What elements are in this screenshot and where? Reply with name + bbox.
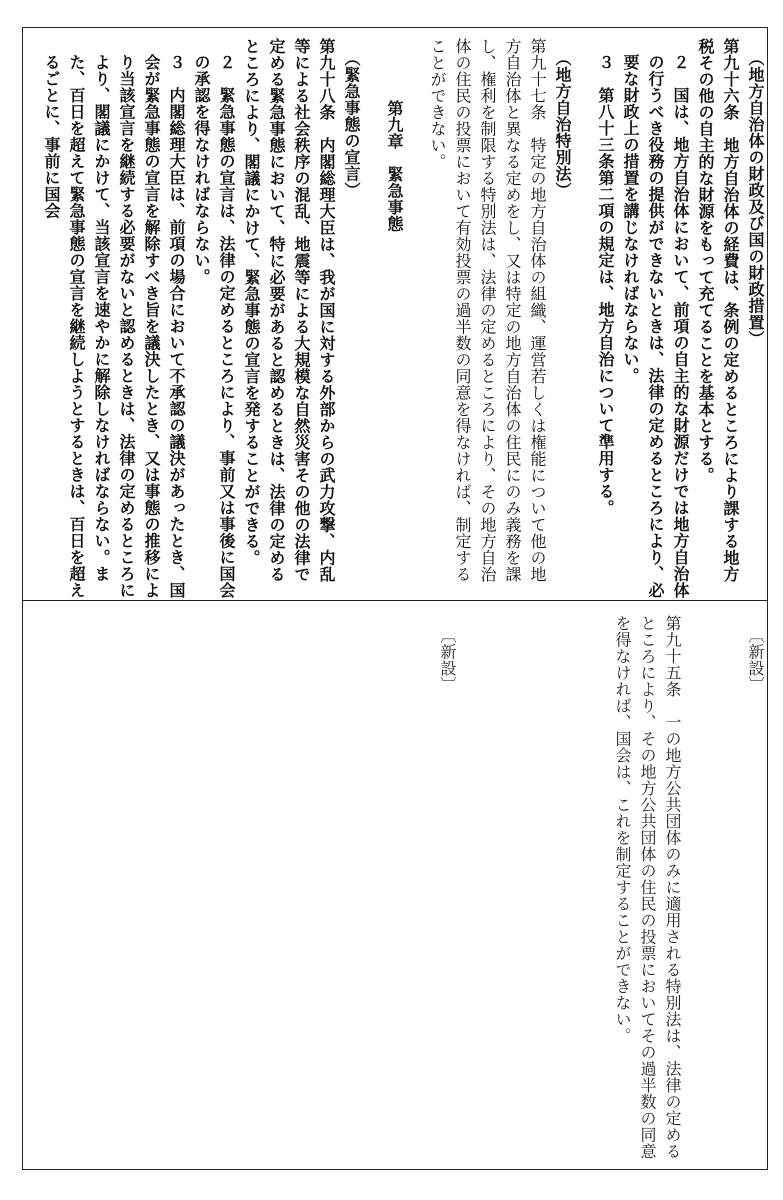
new-provision-label-2: 〔新設〕 [438, 627, 457, 693]
article98-paragraph-2: ２ 緊急事態の宣言は、法律の定めるところにより、事前又は事後に国会の承認を得なければならない。 [192, 54, 236, 599]
article96-paragraph-3: ３ 第八十三条第二項の規定は、地方自治について準用する。 [596, 54, 615, 516]
article97-text: 第九十七条 特定の地方自治体の組織、運営若しくは権能について他の地方自治体と異なる定めをし、又は特定の地方自治体の住民にのみ義務を課し、権利を制限する特別法は、法律の定めるところにより、その地方自治体の住民の投票において有効投票の過半数の同意を得なければ、制定することができない。 [428, 38, 547, 583]
chapter9-title: 第九章 緊急事態 [385, 100, 404, 232]
new-provision-label-1: 〔新設〕 [746, 627, 765, 693]
article97-caption: （地方自治特別法） [553, 50, 572, 199]
article98-caption: （緊急事態の宣言） [342, 50, 361, 199]
current-constitution-panel [28, 615, 768, 1160]
revised-draft-panel [28, 38, 768, 599]
article95-text: 第九十五条 一の地方公共団体のみに適用される特別法は、法律の定めるところにより、その地方公共団体の住民の投票においてその過半数の同意を得なければ、国会は、これを制定することができない。 [613, 615, 682, 1160]
article98-paragraph-3: ３ 内閣総理大臣は、前項の場合において不承認の議決があったとき、国会が緊急事態の宣言を解除すべき旨を議決したとき、又は事態の推移により当該宣言を継続する必要がないと認めるときは、法律の定めるところにより、閣議にかけて、当該宣言を速やかに解除しなければならない。また、百日を超えて緊急事態の宣言を継続しようとするときは、百日を超えるごとに、事前に国会 [42, 54, 186, 599]
article96-paragraph-2: ２ 国は、地方自治体において、前項の自主的な財源だけでは地方自治体の行うべき役務の提供ができないときは、法律の定めるところにより、必要な財政上の措置を講じなければならない。 [621, 54, 690, 599]
article96-paragraph-1: 第九十六条 地方自治体の経費は、条例の定めるところにより課する地方税その他の自主的な財源をもって充てることを基本とする。 [696, 38, 740, 583]
article96-caption: （地方自治体の財政及び国の財政措置） [746, 50, 765, 347]
article98-paragraph-1: 第九十八条 内閣総理大臣は、我が国に対する外部からの武力攻撃、内乱等による社会秩序の混乱、地震等による大規模な自然災害その他の法律で定める緊急事態において、特に必要があると認めるときは、法律の定めるところにより、閣議にかけて、緊急事態の宣言を発することができる。 [242, 38, 336, 583]
